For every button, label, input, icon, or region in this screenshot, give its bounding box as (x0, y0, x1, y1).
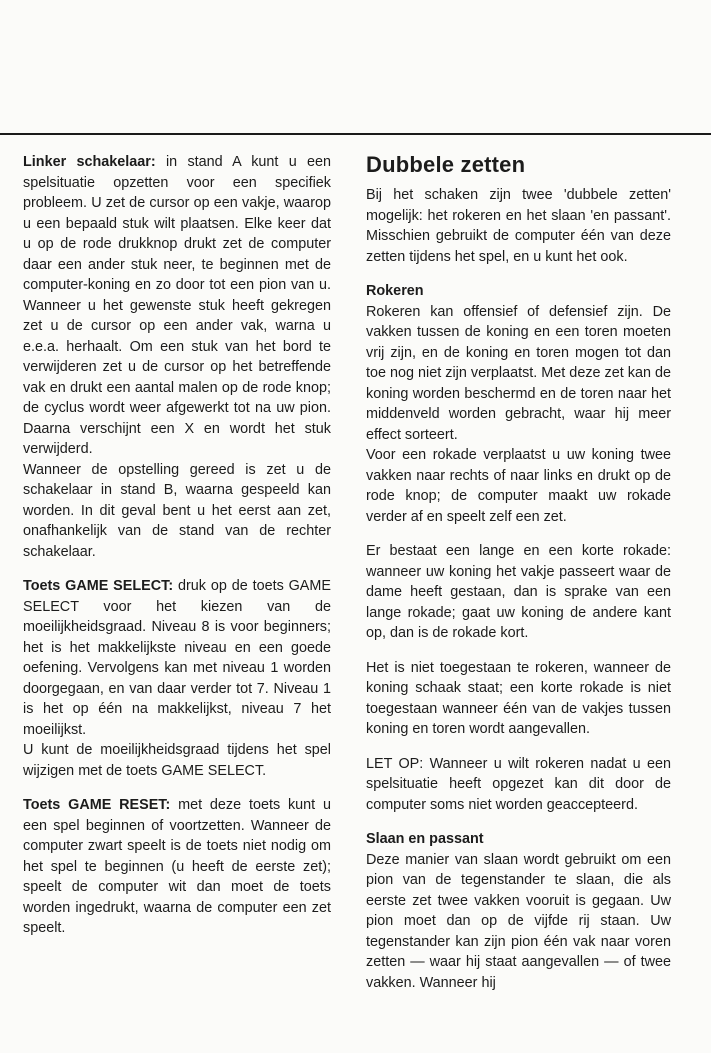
paragraph-let-op: LET OP: Wanneer u wilt rokeren nadat u een spelsituatie heeft opgezet kan dit door de computer soms niet worden geaccepteerd. (366, 755, 671, 813)
paragraph-moeilijkheidsgraad: U kunt de moeilijkheidsgraad tijdens het spel wijzigen met de toets GAME SELECT. (23, 742, 331, 779)
left-column (23, 152, 331, 939)
heading-slaan-en-passant: Slaan en passant (366, 831, 484, 847)
header-rule (0, 133, 711, 135)
paragraph-slaan-en-passant: Deze manier van slaan wordt gebruikt om een pion van de tegenstander te slaan, die als eerste zet twee vakken vooruit is gegaan. Uw pion moet dan op de vijfde rij staan. Uw tegenstander kan zijn pion één vak naar voren zetten — waar hij staat aangevallen — of twee vakken. Wanneer hij (366, 851, 671, 991)
right-column (366, 152, 671, 993)
paragraph-game-select (23, 576, 331, 740)
label-linker-schakelaar: Linker schakelaar: (23, 154, 156, 170)
label-game-select: Toets GAME SELECT: (23, 578, 174, 594)
heading-rokeren: Rokeren (366, 283, 424, 299)
paragraph-rokeren-4: Het is niet toegestaan te rokeren, wanneer de koning schaak staat; een korte rokade is niet toegestaan wanneer één van de vakjes tussen koning en toren wordt aangevallen. (366, 659, 671, 737)
paragraph-game-reset (23, 795, 331, 939)
paragraph-rokeren-3: Er bestaat een lange en een korte rokade: wanneer uw koning het vakje passeert waar de dame heeft gestaan, dan is sprake van een lange rokade; gaat uw koning de andere kant op, dan is de rokade kort. (366, 543, 671, 641)
label-game-reset: Toets GAME RESET: (23, 797, 171, 813)
text-linker-schakelaar: in stand A kunt u een spelsituatie opzetten voor een specifiek probleem. U zet de cursor op een vakje, waarop u een bepaald stuk wilt plaatsen. Elke keer dat u op de rode drukknop drukt zet de computer daar een ander stuk neer, te beginnen met de computer-koning en zo door tot een pion van u. Wanneer u het gewenste stuk heeft gekregen zet u de cursor op een ander vak, warna u e.e.a. herhaalt. Om een stuk van het bord te verwijderen zet u de cursor op het betreffende vak en drukt een aantal malen op de rode knop; de cyclus wordt weer afgewerkt tot na uw pion. Daarna verschijnt een X en wordt het stuk verwijderd. (23, 154, 332, 457)
paragraph-intro: Bij het schaken zijn twee 'dubbele zetten' mogelijk: het rokeren en het slaan 'en passant'. Misschien gebruikt de computer één van deze zetten tijdens het spel, en u kunt het ook. (366, 187, 671, 265)
paragraph-rokeren-2: Voor een rokade verplaatst u uw koning twee vakken naar rechts of naar links en drukt op de rode knop; de computer maakt uw rokade verder af en speelt zelf een zet. (366, 447, 671, 525)
text-game-reset: met deze toets kunt u een spel beginnen of voortzetten. Wanneer de computer zwart speelt is de toets niet nodig om het spel te beginnen (u heeft de eerste zet); speelt de computer wit dan moet de toets worden ingedrukt, waarna de computer een zet speelt. (23, 797, 331, 936)
text-game-select: druk op de toets GAME SELECT voor het kiezen van de moeilijkheidsgraad. Niveau 8 is voor beginners; het is het makkelijkste niveau en een goede oefening. Vervolgens kan met niveau 1 worden doorgegaan, en van daar verder tot 7. Niveau 1 is het op één na makkelijkst, niveau 7 het moeilijkst. (23, 578, 331, 738)
paragraph-linker-schakelaar (23, 152, 331, 460)
section-title: Dubbele zetten (366, 152, 526, 177)
paragraph-rokeren-1: Rokeren kan offensief of defensief zijn. De vakken tussen de koning en een toren moeten vrij zijn, en de koning en toren mogen tot dan toe nog niet zijn verplaatst. Met deze zet kan de koning worden beschermd en de toren naar het middenveld worden gebracht, waar hij meer effect sorteert. (366, 303, 671, 443)
paragraph-opstelling: Wanneer de opstelling gereed is zet u de schakelaar in stand B, waarna gespeeld kan worden. In dit geval bent u het eerst aan zet, onafhankelijk van de stand van de rechter schakelaar. (23, 461, 331, 560)
